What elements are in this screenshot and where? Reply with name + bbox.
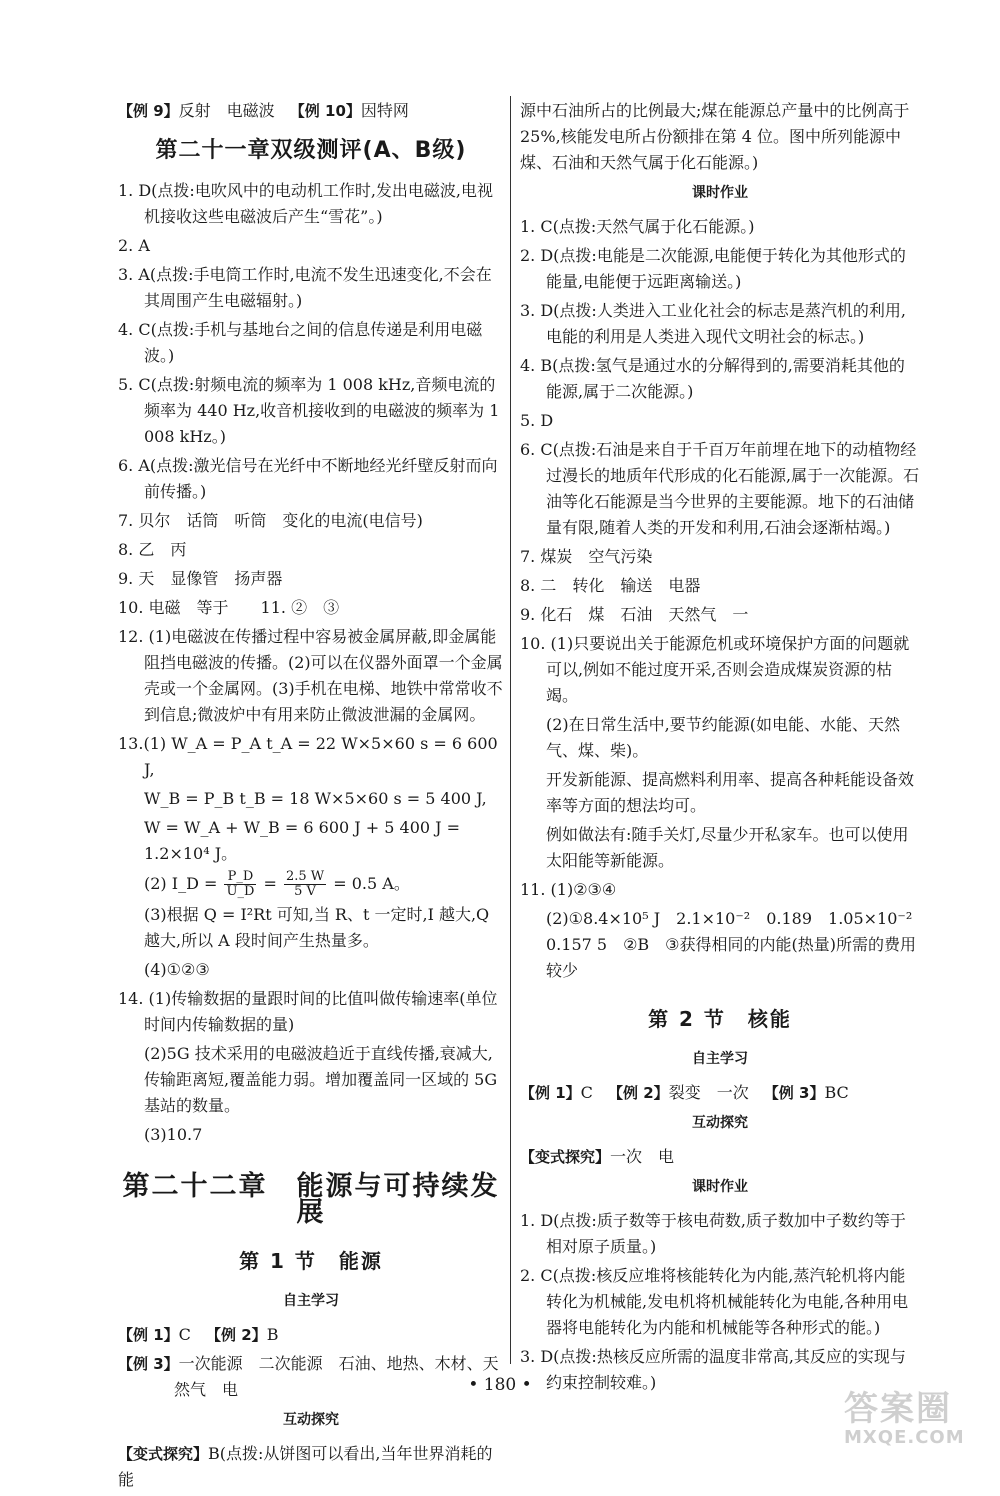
answer-item: 1. C(点拨:天然气属于化石能源。) (520, 217, 755, 236)
example-9-label: 【例 9】 (118, 102, 179, 120)
watermark-bottom-text: MXQE.COM (844, 1427, 965, 1448)
answer-item-14: 14. (1)传输数据的量跟时间的比值叫做传输速率(单位时间内传输数据的量) (118, 989, 498, 1034)
item-10-part-3: 开发新能源、提高燃料利用率、提高各种耗能设备效率等方面的想法均可。 (546, 770, 915, 815)
variant-explore (520, 1144, 920, 1170)
answer-item: 5. D (520, 411, 554, 430)
answer-item: 9. 化石 煤 石油 天然气 一 (520, 605, 749, 624)
answer-item: 7. 煤炭 空气污染 (520, 547, 653, 566)
answer-item: 8. 乙 丙 (118, 540, 187, 559)
fraction-numerator: 2.5 W (285, 869, 325, 884)
example-2-label: 【例 2】 (608, 1084, 669, 1102)
answer-item-11: 11. (1)②③④ (520, 880, 617, 899)
formula-lhs: (2) I_D = (144, 874, 218, 893)
answer-item: 9. 天 显像管 扬声器 (118, 569, 283, 588)
watermark-top-text: 答案圈 (844, 1389, 952, 1429)
answer-item: 4. C(点拨:手机与基地台之间的信息传递是利用电磁波。) (118, 320, 483, 365)
item-14-part-2: (2)5G 技术采用的电磁波趋近于直线传播,衰减大,传输距离短,覆盖能力弱。增加覆盖同一区域的 5G 基站的数量。 (144, 1044, 498, 1115)
example-2-answer: 裂变 一次 (668, 1083, 749, 1102)
item-13-line-1: (1) W_A = P_A t_A = 22 W×5×60 s = 6 600 J, (143, 734, 498, 779)
item-10-part-2: (2)在日常生活中,要节约能源(如电能、水能、天然气、煤、柴)。 (546, 715, 900, 760)
example-2-answer: B (266, 1325, 279, 1344)
answer-item: 7. 贝尔 话筒 听筒 变化的电流(电信号) (118, 511, 423, 530)
item-13-line-3: W = W_A + W_B = 6 600 J + 5 400 J = 1.2×10⁴ J。 (144, 818, 461, 863)
item-13-line-5: (3)根据 Q = I²Rt 可知,当 R、t 一定时,I 越大,Q 越大,所以 A 段时间产生热量多。 (144, 905, 490, 950)
interactive-heading: 互动探究 (283, 1412, 339, 1428)
left-column (118, 98, 504, 1496)
answer-item: 8. 二 转化 输送 电器 (520, 576, 701, 595)
variant-explore (118, 1441, 504, 1493)
answer-item: 5. C(点拨:射频电流的频率为 1 008 kHz,音频电流的频率为 440 Hz,收音机接收到的电磁波的频率为 1 008 kHz。) (118, 375, 500, 446)
page-number: • 180 • (468, 1375, 532, 1395)
variant-label: 【变式探究】 (520, 1148, 611, 1166)
example-line-9-10 (118, 98, 504, 124)
answer-item: 3. D(点拨:热核反应所需的温度非常高,其反应的实现与约束控制较难。) (520, 1347, 906, 1392)
self-study-heading: 自主学习 (692, 1051, 748, 1067)
answer-item: 3. A(点拨:手电筒工作时,电流不发生迅速变化,不会在其周围产生电磁辐射。) (118, 265, 492, 310)
item-10-part-4: 例如做法有:随手关灯,尽量少开私家车。也可以使用太阳能等新能源。 (546, 825, 909, 870)
example-3-label: 【例 3】 (118, 1355, 179, 1373)
chapter-21-title: 第二十一章双级测评(A、B级) (155, 138, 467, 163)
homework-heading: 课时作业 (692, 1179, 748, 1195)
example-1-label: 【例 1】 (520, 1084, 581, 1102)
variant-text: 一次 电 (610, 1147, 675, 1166)
answer-item: 1. D(点拨:电吹风中的电动机工作时,发出电磁波,电视机接收这些电磁波后产生“雪花”。) (118, 181, 493, 226)
example-3-answer: 一次能源 二次能源 石油、地热、木材、天然气 电 (174, 1354, 499, 1399)
answer-item: 10. 电磁 等于 11. ② ③ (118, 598, 340, 617)
answer-item: 2. C(点拨:核反应堆将核能转化为内能,蒸汽轮机将内能转化为机械能,发电机将机械能转化为电能,各种用电器将电能转化为内能和机械能等各种形式的能。) (520, 1266, 909, 1337)
example-line-1-2 (118, 1322, 504, 1348)
right-column (520, 98, 929, 1399)
interactive-heading: 互动探究 (692, 1115, 748, 1131)
example-3-answer: BC (824, 1083, 849, 1102)
homework-heading: 课时作业 (692, 185, 748, 201)
answer-item: 6. A(点拨:激光信号在光纤中不断地经光纤壁反射而向前传播。) (118, 456, 498, 501)
example-9-answer: 反射 电磁波 (178, 101, 275, 120)
variant-label: 【变式探究】 (118, 1445, 209, 1463)
fraction-denominator: U_D (226, 884, 255, 899)
variant-text: B(点拨:从饼图可以看出,当年世界消耗的能 (118, 1444, 493, 1489)
item-13-line-4 (118, 870, 504, 899)
answer-item: 12. (1)电磁波在传播过程中容易被金属屏蔽,即金属能阻挡电磁波的传播。(2)可以在仪器外面罩一个金属壳或一个金属网。(3)手机在电梯、地铁中常常收不到信息;微波炉中有用来防止微波泄漏的金属网。 (118, 627, 503, 724)
fraction-p-over-u (224, 870, 256, 899)
fraction-values (284, 870, 326, 899)
answer-item: 1. D(点拨:质子数等于核电荷数,质子数加中子数约等于相对原子质量。) (520, 1211, 906, 1256)
answer-item: 4. B(点拨:氢气是通过水的分解得到的,需要消耗其他的能源,属于二次能源。) (520, 356, 905, 401)
section-1-title: 第 1 节 能源 (239, 1249, 383, 1273)
section-2-title: 第 2 节 核能 (648, 1007, 792, 1031)
example-10-answer: 因特网 (360, 101, 409, 120)
example-2-label: 【例 2】 (206, 1326, 267, 1344)
column-divider (510, 96, 511, 1364)
example-line-nuclear (520, 1080, 920, 1106)
answer-item-13 (118, 731, 504, 783)
chapter-22-title: 第二十二章 能源与可持续发展 (122, 1171, 500, 1228)
example-10-label: 【例 10】 (289, 102, 361, 120)
example-1-answer: C (580, 1083, 593, 1102)
example-1-label: 【例 1】 (118, 1326, 179, 1344)
formula-result: = 0.5 A。 (333, 874, 410, 893)
item-11-part-2: (2)①8.4×10⁵ J 2.1×10⁻² 0.189 1.05×10⁻² 0.157 5 ②B ③获得相同的内能(热量)所需的费用较少 (546, 909, 929, 980)
item-14-part-3: (3)10.7 (144, 1125, 203, 1144)
answer-item: 6. C(点拨:石油是来自于千百万年前埋在地下的动植物经过漫长的地质年代形成的化石能源,属于一次能源。石油等化石能源是当今世界的主要能源。地下的石油储量有限,随着人类的开发和利用,石油会逐渐枯竭。) (520, 440, 920, 537)
fraction-denominator: 5 V (294, 884, 316, 899)
answer-item: 2. D(点拨:电能是二次能源,电能便于转化为其他形式的能量,电能便于远距离输送。) (520, 246, 906, 291)
equals-sign: = (263, 874, 277, 893)
item-13-line-2: W_B = P_B t_B = 18 W×5×60 s = 5 400 J, (144, 789, 487, 808)
fraction-numerator: P_D (224, 870, 256, 885)
example-3-label: 【例 3】 (763, 1084, 825, 1102)
item-13-label: 13. (118, 734, 144, 753)
answer-item: 3. D(点拨:人类进入工业化社会的标志是蒸汽机的利用,电能的利用是人类进入现代文明社会的标志。) (520, 301, 906, 346)
answer-item-10: 10. (1)只要说出关于能源危机或环境保护方面的问题就可以,例如不能过度开采,否则会造成煤炭资源的枯竭。 (520, 634, 910, 705)
item-13-line-6: (4)①②③ (144, 960, 210, 979)
watermark-logo (844, 1390, 964, 1452)
answer-item: 2. A (118, 236, 150, 255)
example-1-answer: C (178, 1325, 191, 1344)
continued-text: 源中石油所占的比例最大;煤在能源总产量中的比例高于 25%,核能发电所占份额排在第 4 位。图中所列能源中煤、石油和天然气属于化石能源。) (520, 101, 910, 172)
self-study-heading: 自主学习 (283, 1293, 339, 1309)
